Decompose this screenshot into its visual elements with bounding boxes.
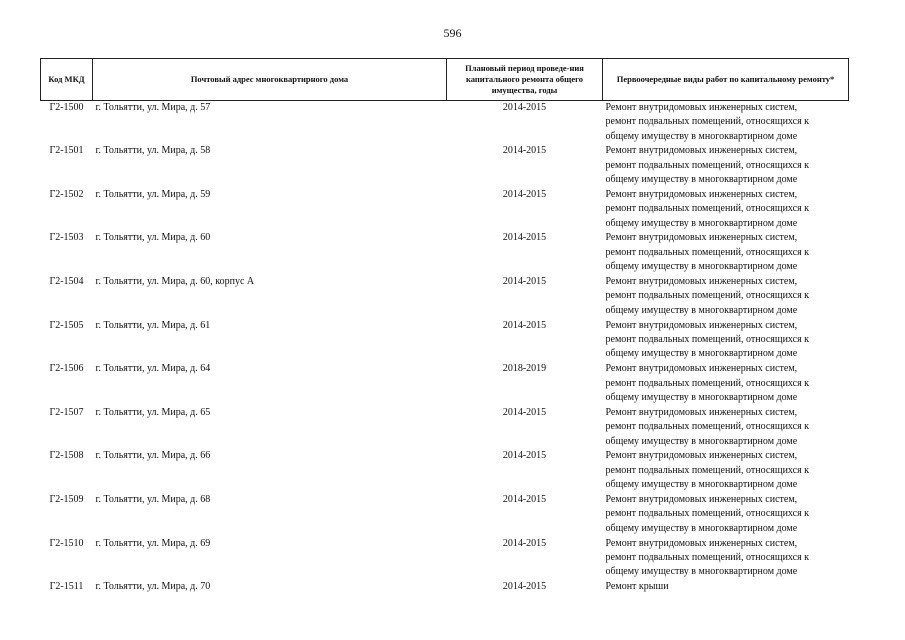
cell-period: 2014-2015 [502,450,547,462]
works-line: Ремонт внутридомовых инженерных систем, [605,145,798,157]
works-line: общему имуществу в многоквартирном доме [605,304,798,316]
cell-address: г. Тольятти, ул. Мира, д. 65 [95,406,211,418]
header-period: Плановый период проведе-ния капитального ремонта общего имущества, годы [447,59,603,101]
works-line: Ремонт внутридомовых инженерных систем, [605,102,798,113]
works-line: Ремонт внутридомовых инженерных систем, [605,450,798,462]
cell-period: 2014-2015 [502,406,547,418]
table-row [41,144,849,188]
works-line: общему имуществу в многоквартирном доме [605,217,798,229]
cell-period: 2018-2019 [502,363,547,375]
works-line: ремонт подвальных помещений, относящихся к [605,464,810,476]
works-line: ремонт подвальных помещений, относящихся к [605,421,810,433]
cell-period: 2014-2015 [502,581,547,593]
table-row [41,537,849,581]
table-row [41,188,849,232]
works-line: Ремонт внутридомовых инженерных систем, [605,276,798,287]
works-line: ремонт подвальных помещений, относящихся к [605,551,810,563]
cell-code: Г2-1506 [49,363,84,375]
works-line: Ремонт внутридомовых инженерных систем, [605,406,798,418]
cell-period: 2014-2015 [502,493,547,505]
table-row [41,319,849,363]
cell-works [603,537,849,581]
table-row [41,580,849,598]
cell-works [603,275,849,319]
cell-works [603,231,849,275]
header-code: Код МКД [41,59,93,101]
cell-address: г. Тольятти, ул. Мира, д. 64 [95,363,211,375]
works-line: Ремонт внутридомовых инженерных систем, [605,188,798,200]
table-row [41,449,849,493]
cell-works [603,449,849,493]
works-line: ремонт подвальных помещений, относящихся к [605,290,810,302]
cell-period: 2014-2015 [502,319,547,331]
cell-address: г. Тольятти, ул. Мира, д. 57 [95,102,211,113]
cell-works [603,362,849,406]
cell-code: Г2-1505 [49,319,84,331]
works-line: ремонт подвальных помещений, относящихся к [605,334,810,345]
works-line: общему имуществу в многоквартирном доме [605,174,798,186]
table-row [41,362,849,406]
cell-address: г. Тольятти, ул. Мира, д. 60 [95,232,211,244]
cell-code: Г2-1511 [49,581,84,593]
cell-period: 2014-2015 [502,102,547,113]
works-line: общему имуществу в многоквартирном доме [605,392,798,403]
capital-repair-table [40,58,849,598]
cell-works [603,101,849,145]
header-works: Первоочередные виды работ по капитальному ремонту* [603,59,849,101]
cell-works [603,188,849,232]
cell-period: 2014-2015 [502,232,547,244]
cell-code: Г2-1500 [49,102,84,113]
works-line: ремонт подвальных помещений, относящихся к [605,508,810,520]
cell-period: 2014-2015 [502,276,547,287]
cell-address: г. Тольятти, ул. Мира, д. 69 [95,537,211,549]
works-line: ремонт подвальных помещений, относящихся к [605,159,810,171]
header-address: Почтовый адрес многоквартирного дома [93,59,447,101]
cell-works [603,144,849,188]
works-line: общему имуществу в многоквартирном доме [605,435,798,447]
works-line: Ремонт внутридомовых инженерных систем, [605,493,798,505]
cell-code: Г2-1509 [49,493,84,505]
cell-period: 2014-2015 [502,537,547,549]
works-line: ремонт подвальных помещений, относящихся к [605,203,810,215]
cell-address: г. Тольятти, ул. Мира, д. 70 [95,581,211,593]
works-line: ремонт подвальных помещений, относящихся к [605,246,810,258]
cell-period: 2014-2015 [502,188,547,200]
page-number: 596 [443,26,462,40]
cell-works [603,580,849,598]
works-line: общему имуществу в многоквартирном доме [605,566,798,578]
works-line: Ремонт внутридомовых инженерных систем, [605,232,798,244]
works-line: Ремонт внутридомовых инженерных систем, [605,319,798,331]
table-row [41,493,849,537]
works-line: Ремонт внутридомовых инженерных систем, [605,363,798,375]
cell-works [603,493,849,537]
works-line: Ремонт внутридомовых инженерных систем, [605,537,798,549]
works-line: ремонт подвальных помещений, относящихся к [605,377,810,389]
table-row [41,275,849,319]
table-row [41,101,849,145]
works-line: общему имуществу в многоквартирном доме [605,348,798,360]
cell-code: Г2-1501 [49,145,84,157]
cell-address: г. Тольятти, ул. Мира, д. 60, корпус А [95,276,255,287]
cell-address: г. Тольятти, ул. Мира, д. 66 [95,450,211,462]
table-row [41,406,849,450]
cell-address: г. Тольятти, ул. Мира, д. 58 [95,145,211,157]
cell-code: Г2-1510 [49,537,84,549]
table-row [41,231,849,275]
cell-code: Г2-1507 [49,406,84,418]
works-line: общему имуществу в многоквартирном доме [605,479,798,491]
cell-code: Г2-1503 [49,232,84,244]
cell-address: г. Тольятти, ул. Мира, д. 68 [95,493,211,505]
cell-address: г. Тольятти, ул. Мира, д. 61 [95,319,211,331]
cell-code: Г2-1502 [49,188,84,200]
cell-works [603,319,849,363]
table-body [41,101,849,599]
cell-code: Г2-1508 [49,450,84,462]
cell-address: г. Тольятти, ул. Мира, д. 59 [95,188,211,200]
cell-works [603,406,849,450]
works-line: ремонт подвальных помещений, относящихся к [605,116,810,128]
works-line: общему имуществу в многоквартирном доме [605,130,798,142]
cell-code: Г2-1504 [49,276,84,287]
cell-period: 2014-2015 [502,145,547,157]
works-line: Ремонт крыши [605,581,669,593]
table-header [41,59,849,101]
works-line: общему имуществу в многоквартирном доме [605,522,798,534]
works-line: общему имуществу в многоквартирном доме [605,261,798,273]
